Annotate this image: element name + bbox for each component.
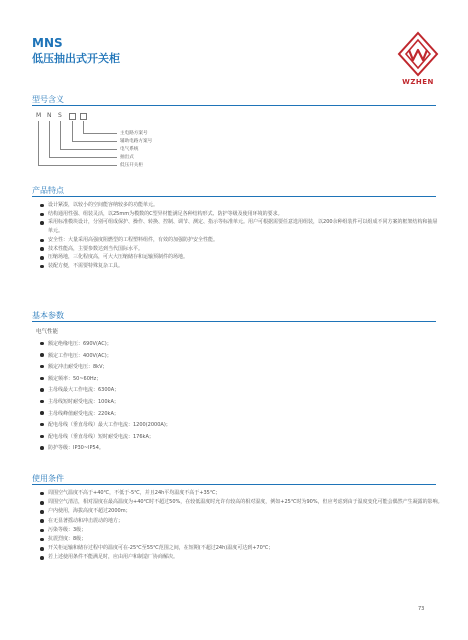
list-item: 额定频率：50~60Hz； [40,374,440,386]
params-subheading: 电气性能 [36,329,59,335]
model-code-diagram [36,112,236,202]
connector-line [38,165,117,166]
model-heading: 型号含义 [32,95,64,104]
model-char-m: M [36,112,42,119]
list-item: 主母线最大工作电流：6300A； [40,385,440,397]
list-item: 采用标准模块设计，分别可组成保护、操作、转换、控制、调节、测定、指示等标准单元。用户可根据需要任意选用组装，以200余种组装件可以组成不同方案的框架结构和抽屉单元。 [40,218,440,235]
list-item: 配电母线（垂直母线）最大工作电流：1200(2000A)； [40,420,440,432]
conditions-heading: 使用条件 [32,474,64,483]
list-item: 装配方便，不需要特殊复杂工具。 [40,262,440,271]
list-item: 抗震烈度：8级； [40,535,444,544]
list-item: 主母线峰值耐受电流：220kA； [40,409,440,421]
list-item: 额定工作电压：400V(AC)； [40,351,440,363]
connector-line [49,157,117,158]
list-item: 污染等级：3级； [40,526,444,535]
params-heading: 基本参数 [32,311,64,320]
list-item: 若上述使用条件不能满足时，应由用户和制造厂协商解决。 [40,553,444,562]
list-item: 户内使用，海拔高度不超过2000m； [40,507,444,516]
list-item: 安全性：大量采用高强度阻燃型的工程塑料组件，有效的加强防护安全性能。 [40,236,440,245]
connector-line [60,121,61,149]
connector-line [72,141,117,142]
list-item: 防护等级：IP30~IP54。 [40,443,440,455]
conditions-list [40,489,444,563]
model-label-lv-switchgear: 低压开关柜 [120,163,143,168]
model-char-n: N [47,112,52,119]
list-item: 配电母线（垂直母线）短时耐受电流：176kA； [40,432,440,444]
model-char-s: S [58,112,62,119]
list-item: 主母线短时耐受电流：100kA； [40,397,440,409]
list-item: 周围空气温度不高于+40℃，不低于-5℃，并且24h平均温度不高于+35℃； [40,489,444,498]
connector-line [72,121,73,141]
list-item: 额定绝缘电压：690V(AC)； [40,339,440,351]
divider [32,196,436,197]
model-label-main-circuit: 主电路方案号 [120,131,148,136]
list-item: 技术性能高，主要参数达到当代国际水平。 [40,245,440,254]
company-logo [394,30,442,78]
connector-line [60,149,117,150]
list-item: 结构通用性强、组装灵活，以25mm为模数的C型异材能满足各种结构形式、防护等级及使用环境的要求。 [40,210,440,219]
page-title: MNS [32,36,63,50]
logo-text: WZHEN [402,78,434,86]
list-item: 开关柜运输和储存过程中的温度可在-25℃至55℃范围之间，在短期(不超过24h)温度可达到+70℃； [40,544,444,553]
model-label-aux-circuit: 辅助电路方案号 [120,139,153,144]
list-item: 压缩场地，三化程度高，可大大压缩储存和运输预制件的场地。 [40,253,440,262]
model-label-electrical-system: 电气系统 [120,147,139,152]
features-heading: 产品特点 [32,186,64,195]
list-item: 在无显著摇动和冲击震动的地方； [40,517,444,526]
model-code-box-2 [80,113,87,120]
model-code-box-1 [69,113,76,120]
connector-line [83,121,84,133]
connector-line [38,121,39,165]
list-item: 周围空气清洁，相对湿度在最高温度为+40℃时不超过50%，在较低温度时允许有较高的相对湿度，例如+25℃时为90%，但应考虑到由于温度变化可能会偶然产生凝露的影响。 [40,498,444,507]
list-item: 额定冲击耐受电压：8kV； [40,362,440,374]
connector-line [49,121,50,157]
page-number: 73 [418,606,425,612]
divider [32,321,436,322]
connector-line [83,133,117,134]
page-subtitle: 低压抽出式开关柜 [32,52,120,65]
list-item: 设计紧凑，以较小的空间能容纳较多的功能单元。 [40,201,440,210]
model-label-withdrawable: 抽出式 [120,155,134,160]
divider [32,105,436,106]
divider [32,484,436,485]
features-list [40,201,440,271]
params-list [40,339,440,455]
title-block [32,36,120,66]
